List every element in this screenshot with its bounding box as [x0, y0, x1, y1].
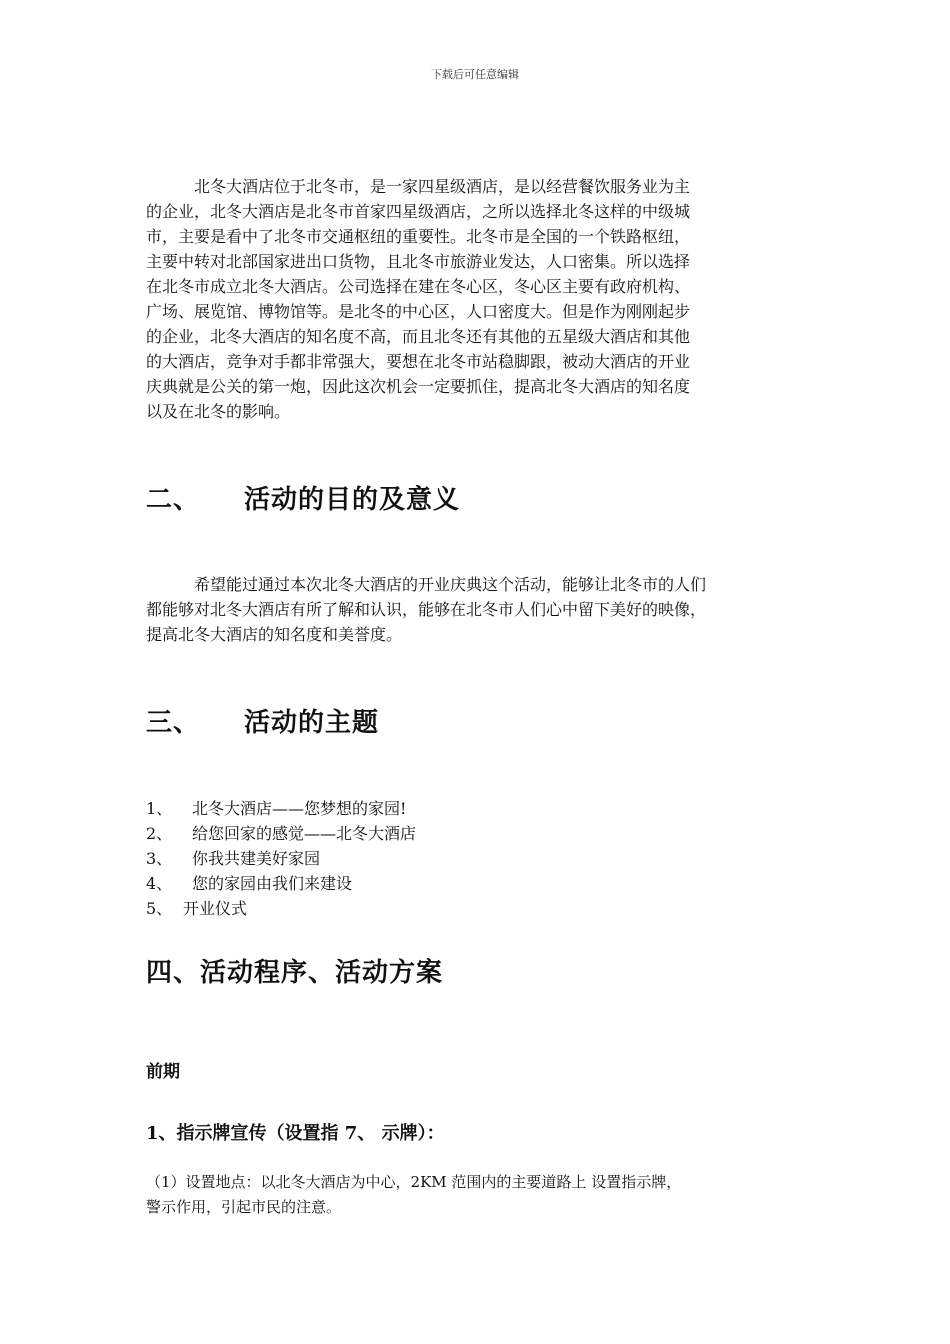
section-2-line: 希望能过通过本次北冬大酒店的开业庆典这个活动，能够让北冬市的人们: [194, 575, 707, 594]
intro-line: 的企业，北冬大酒店是北冬市首家四星级酒店，之所以选择北冬这样的中级城: [146, 202, 691, 221]
signage-line: 警示作用，引起市民的注意。: [146, 1198, 342, 1216]
list-item: [146, 821, 826, 846]
section-4-heading: [146, 956, 826, 990]
section-3-number: 三、: [146, 708, 201, 738]
phase-label: 前期: [146, 1062, 180, 1082]
list-item: [146, 796, 826, 821]
section-2-line: 都能够对北冬大酒店有所了解和认识，能够在北冬市人们心中留下美好的映像，: [146, 600, 707, 619]
list-item-text: 你我共建美好家园: [192, 849, 321, 868]
list-item-number: 5、: [146, 899, 173, 918]
list-item-text: 给您回家的感觉——北冬大酒店: [192, 824, 417, 843]
signage-paragraph: [146, 1170, 826, 1220]
intro-line: 市，主要是看中了北冬市交通枢纽的重要性。北冬市是全国的一个铁路枢纽，: [146, 227, 691, 246]
intro-line: 的大酒店，竞争对手都非常强大，要想在北冬市站稳脚跟，被动大酒店的开业: [146, 352, 691, 371]
intro-line: 庆典就是公关的第一炮，因此这次机会一定要抓住，提高北冬大酒店的知名度: [146, 377, 691, 396]
intro-line: 主要中转对北部国家进出口货物，且北冬市旅游业发达，人口密集。所以选择: [146, 252, 691, 271]
intro-line: 在北冬市成立北冬大酒店。公司选择在建在冬心区，冬心区主要有政府机构、: [146, 277, 691, 296]
section-2-paragraph: [146, 572, 826, 647]
list-item-number: 2、: [146, 824, 173, 843]
list-item-number: 1、: [146, 799, 173, 818]
intro-line: 的企业，北冬大酒店的知名度不高，而且北冬还有其他的五星级大酒店和其他: [146, 327, 691, 346]
section-2-heading: [146, 483, 826, 517]
phase-heading: [146, 1060, 826, 1084]
list-item-text: 您的家园由我们来建设: [192, 874, 353, 893]
section-2-title: 活动的目的及意义: [244, 485, 461, 515]
intro-line: 北冬大酒店位于北冬市，是一家四星级酒店，是以经营餐饮服务业为主: [194, 177, 691, 196]
page-header: 下载后可任意编辑: [431, 68, 519, 81]
list-item-text: 北冬大酒店——您梦想的家园!: [192, 799, 407, 818]
section-3-title: 活动的主题: [244, 708, 380, 738]
signage-line: （1）设置地点：以北冬大酒店为中心，2KM 范围内的主要道路上 设置指示牌，: [146, 1173, 682, 1191]
list-item-text: 开业仪式: [183, 899, 248, 918]
section-3-heading: [146, 706, 826, 740]
sub-heading-1: [146, 1121, 826, 1147]
sub-heading-1-text: 1、指示牌宣传（设置指 7、 示牌）：: [146, 1123, 445, 1144]
list-item: [146, 896, 826, 921]
list-item: [146, 871, 826, 896]
list-item-number: 4、: [146, 874, 173, 893]
intro-line: 广场、展览馆、博物馆等。是北冬的中心区，人口密度大。但是作为刚刚起步: [146, 302, 691, 321]
list-item: [146, 846, 826, 871]
intro-line: 以及在北冬的影响。: [146, 402, 291, 421]
list-item-number: 3、: [146, 849, 173, 868]
section-2-line: 提高北冬大酒店的知名度和美誉度。: [146, 625, 403, 644]
section-2-number: 二、: [146, 485, 201, 515]
theme-list: [146, 796, 826, 921]
section-4-title: 四、活动程序、活动方案: [146, 958, 444, 988]
intro-paragraph: [146, 174, 826, 424]
